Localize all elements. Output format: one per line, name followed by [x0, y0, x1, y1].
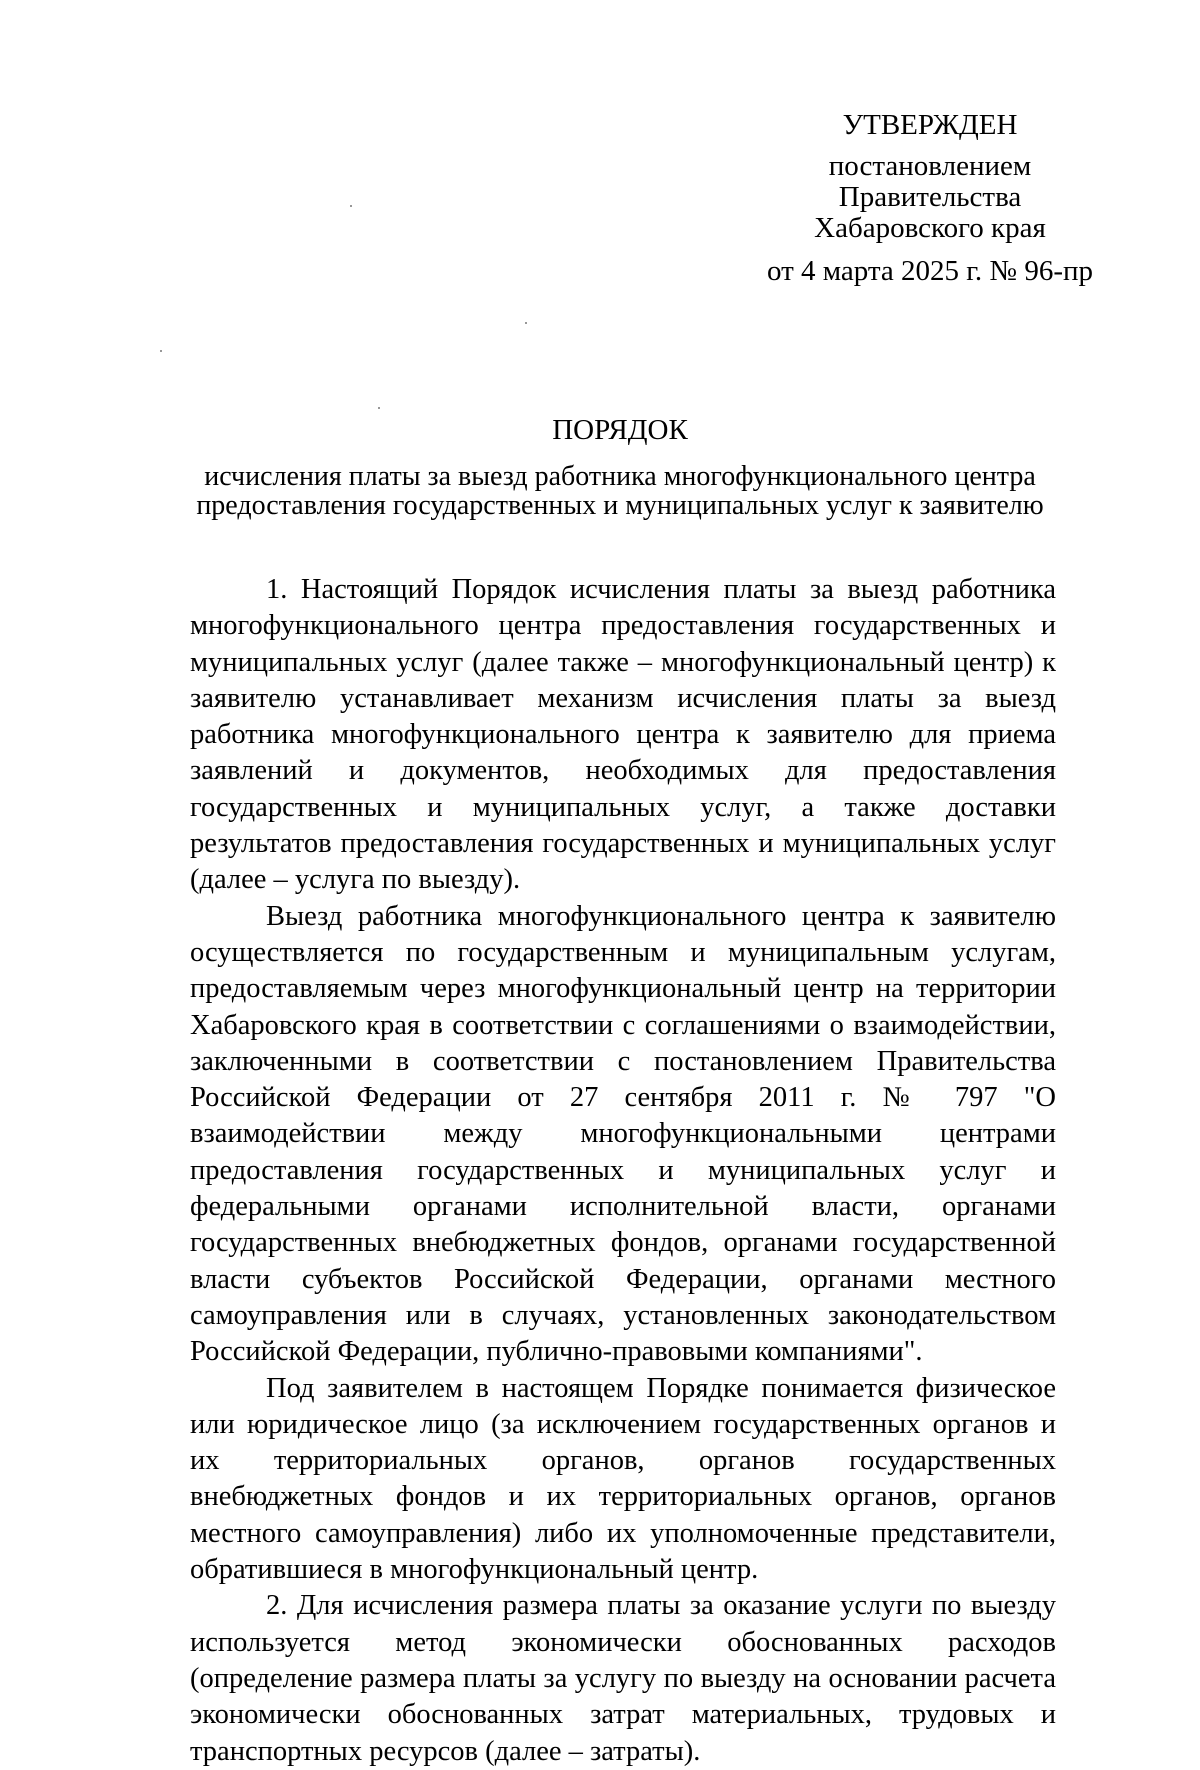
paragraph: Под заявителем в настоящем Порядке понимается физическое или юридическое лицо (за исключением государственных органов и их территориальных органов, органов государственных внебюджетных фондов и их территориальных органов, органов местного самоуправления) либо их уполномоченные представители, обратившиеся в многофункциональный центр. — [190, 1372, 1056, 1586]
approval-line: Хабаровского края — [814, 212, 1046, 244]
paragraph: Выезд работника многофункционального центра к заявителю осуществляется по государственным и муниципальным услугам, предоставляемым через многофункциональный центр на территории Хабаровского края в соответствии с соглашениями о взаимодействии, заключенными в соответствии с постановлением Правительства Российской Федерации от 27 сентября 2011 г. № 797 "О взаимодействии между многофункциональными центрами предоставления государственных и муниципальных услуг и федеральными органами исполнительной власти, органами государственных внебюджетных фондов, органами государственной власти субъектов Российской Федерации, органами местного самоуправления или в случаях, установленных законодательством Российской Федерации, публично-правовыми компаниями". — [190, 900, 1056, 1368]
document-subtitle — [190, 462, 1050, 520]
approval-line: постановлением — [828, 150, 1032, 182]
paragraph: 2. Для исчисления размера платы за оказание услуги по выезду используется метод экономически обоснованных расходов (определение размера платы за услугу по выезду на основании расчета экономически обоснованных затрат материальных, трудовых и транспортных ресурсов (далее – затраты). — [190, 1590, 1056, 1767]
paragraph: 1. Настоящий Порядок исчисления платы за выезд работника многофункционального центра предоставления государственных и муниципальных услуг (далее также – многофункциональный центр) к заявителю устанавливает механизм исчисления платы за выезд работника многофункционального центра к заявителю для приема заявлений и документов, необходимых для предоставления государственных и муниципальных услуг, а также доставки результатов предоставления государственных и муниципальных услуг (далее – услуга по выезду). — [190, 574, 1056, 896]
approval-stamp: УТВЕРЖДЕН — [842, 109, 1018, 141]
subtitle-line: предоставления государственных и муниципальных услуг к заявителю — [196, 490, 1044, 521]
approval-line: Правительства — [838, 181, 1022, 213]
approval-block — [760, 110, 1100, 287]
approval-date: от 4 марта 2025 г. № 96-пр — [766, 255, 1094, 287]
subtitle-line: исчисления платы за выезд работника многофункционального центра — [204, 461, 1036, 492]
document-body — [190, 572, 1056, 1770]
document-title: ПОРЯДОК — [552, 414, 688, 446]
